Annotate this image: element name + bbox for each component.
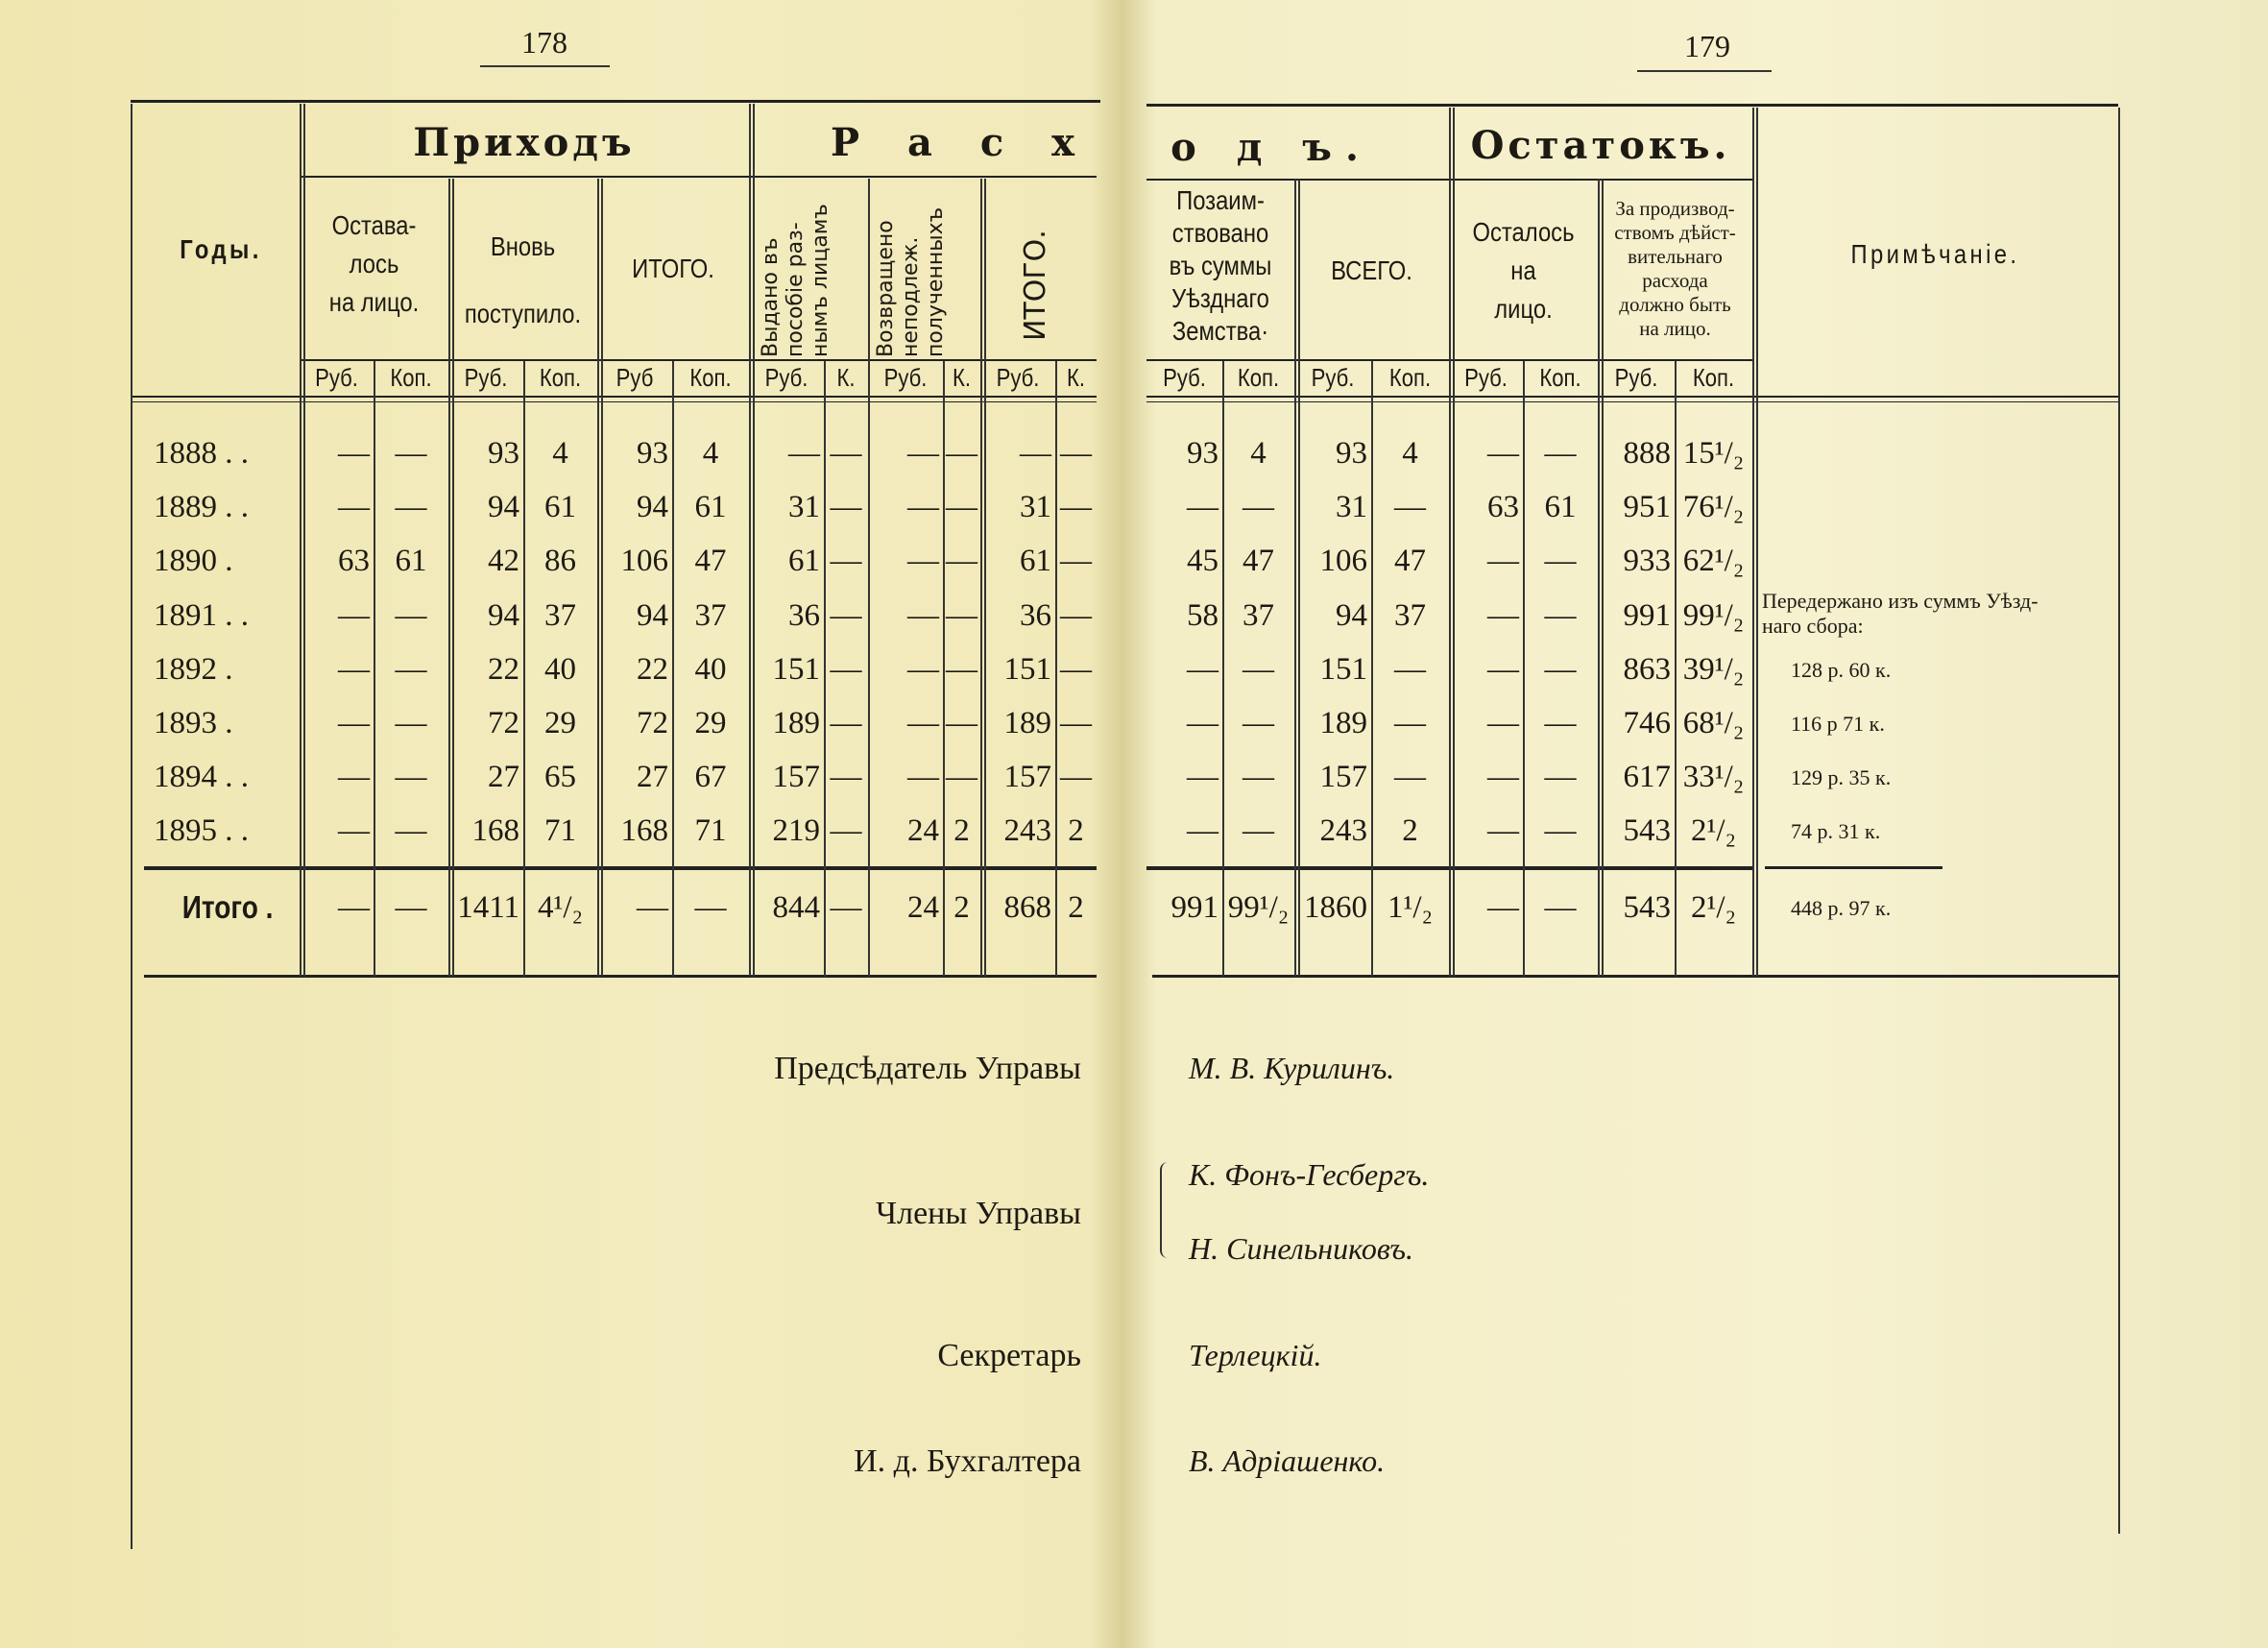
value-cell: 40 — [544, 651, 576, 687]
value-cell: 47 — [1243, 544, 1274, 579]
note-text: Передержано изъ суммъ Уѣзд- наго сбора: — [1762, 588, 2039, 638]
value-cell: 991 — [1623, 597, 1671, 633]
value-cell: — — [1060, 544, 1092, 579]
value-cell: 94 — [488, 597, 519, 633]
value-cell: — — [830, 597, 862, 633]
page-number-left: 178 — [521, 25, 567, 60]
rule-line — [131, 396, 1097, 398]
value-cell: 62¹/₂ — [1682, 544, 1745, 579]
value-cell: — — [830, 436, 862, 471]
value-cell: 27 — [488, 760, 519, 795]
value-cell: 29 — [544, 706, 576, 740]
value-cell: — — [637, 890, 668, 925]
page-number-rule — [480, 65, 610, 67]
value-cell: — — [1243, 651, 1274, 687]
value-cell: — — [907, 706, 939, 740]
col-note: Примѣчаніе. — [1850, 239, 2020, 269]
col-left: Осталось на лицо. — [1472, 217, 1575, 324]
value-cell: 106 — [620, 544, 668, 579]
value-cell: 76¹/₂ — [1682, 490, 1745, 525]
value-cell: 93 — [1187, 436, 1218, 471]
value-cell: — — [694, 890, 727, 925]
col-issued: Выдано въ пособіе раз-нымъ лицамъ — [759, 204, 832, 357]
value-cell: — — [946, 597, 977, 633]
value-cell: 37 — [1394, 597, 1426, 633]
value-cell: 22 — [637, 651, 668, 687]
value-cell: 61 — [544, 490, 576, 525]
year-label: 1889 . . — [154, 490, 249, 525]
value-cell: — — [395, 490, 427, 525]
unit-label: К. — [836, 363, 856, 392]
value-cell: — — [1394, 651, 1426, 687]
value-cell: — — [830, 490, 862, 525]
value-cell: 29 — [694, 706, 727, 740]
value-cell: 2 — [1068, 813, 1084, 849]
value-cell: 4 — [552, 436, 568, 471]
value-cell: 33¹/₂ — [1682, 760, 1745, 795]
value-cell: 151 — [1319, 651, 1367, 687]
value-cell: — — [946, 544, 977, 579]
value-cell: 888 — [1623, 436, 1671, 471]
value-cell: — — [946, 436, 977, 471]
value-cell: — — [1060, 706, 1092, 740]
value-cell: 47 — [694, 544, 727, 579]
unit-label: Руб. — [1464, 363, 1508, 392]
unit-label: К. — [952, 363, 972, 392]
value-cell: 27 — [637, 760, 668, 795]
unit-label: Руб. — [764, 363, 808, 392]
value-cell: — — [1243, 813, 1274, 849]
value-cell: 1860 — [1304, 890, 1367, 925]
unit-label: Руб. — [1614, 363, 1658, 392]
header-income: Приходъ — [413, 120, 636, 165]
value-cell: 72 — [488, 706, 519, 740]
value-cell: — — [830, 890, 862, 925]
value-cell: 151 — [1003, 651, 1051, 687]
value-cell: 844 — [772, 890, 820, 925]
value-cell: — — [395, 706, 427, 740]
value-cell: — — [338, 490, 370, 525]
value-cell: 2¹/₂ — [1690, 890, 1737, 925]
value-cell: — — [907, 436, 939, 471]
value-cell: — — [1020, 436, 1051, 471]
col-all: ВСЕГО. — [1331, 255, 1412, 285]
value-cell: 93 — [637, 436, 668, 471]
column-line — [131, 104, 133, 1549]
value-cell: 71 — [694, 813, 727, 849]
value-cell: 93 — [1336, 436, 1367, 471]
value-cell: 2 — [1068, 890, 1084, 925]
value-cell: 2 — [953, 890, 970, 925]
value-cell: 2¹/₂ — [1690, 813, 1737, 849]
value-cell: 4¹/₂ — [537, 890, 584, 925]
value-cell: — — [395, 890, 427, 925]
column-line — [1756, 108, 1758, 977]
value-cell: 37 — [544, 597, 576, 633]
value-cell: — — [907, 490, 939, 525]
value-cell: 58 — [1187, 597, 1218, 633]
value-cell: — — [1487, 436, 1519, 471]
unit-label: Руб — [615, 363, 654, 392]
value-cell: — — [946, 651, 977, 687]
value-cell: — — [1487, 597, 1519, 633]
value-cell: 61 — [788, 544, 820, 579]
value-cell: — — [1544, 544, 1577, 579]
signature-role: Предсѣдатель Управы — [774, 1051, 1081, 1086]
value-cell: — — [1394, 760, 1426, 795]
value-cell: — — [1544, 597, 1577, 633]
value-cell: 63 — [1487, 490, 1519, 525]
value-cell: 863 — [1623, 651, 1671, 687]
value-cell: 168 — [620, 813, 668, 849]
value-cell: 36 — [1020, 597, 1051, 633]
value-cell: — — [1060, 651, 1092, 687]
year-label: 1892 . — [154, 651, 233, 687]
value-cell: — — [1544, 890, 1577, 925]
value-cell: 24 — [907, 813, 939, 849]
value-cell: 243 — [1319, 813, 1367, 849]
note-text: 129 р. 35 к. — [1791, 765, 1892, 790]
value-cell: 2 — [1402, 813, 1418, 849]
col-borrowed: Позаим- ствовано въ суммы Уѣзднаго Земства· — [1169, 185, 1272, 346]
value-cell: — — [1243, 490, 1274, 525]
year-label: 1893 . — [154, 706, 233, 740]
value-cell: — — [395, 436, 427, 471]
col-returned: Возвращено неподлеж. полученныхъ — [874, 206, 948, 357]
value-cell: 219 — [772, 813, 820, 849]
value-cell: 36 — [788, 597, 820, 633]
rule-line — [1146, 104, 2118, 107]
value-cell: 37 — [694, 597, 727, 633]
value-cell: — — [946, 490, 977, 525]
value-cell: 543 — [1623, 890, 1671, 925]
value-cell: 106 — [1319, 544, 1367, 579]
value-cell: 189 — [772, 706, 820, 740]
value-cell: 1¹/₂ — [1387, 890, 1434, 925]
value-cell: 15¹/₂ — [1682, 436, 1745, 471]
value-cell: — — [338, 597, 370, 633]
value-cell: — — [946, 706, 977, 740]
year-label: 1894 . . — [154, 760, 249, 795]
value-cell: 99¹/₂ — [1227, 890, 1290, 925]
value-cell: 151 — [772, 651, 820, 687]
year-label: 1891 . . — [154, 597, 249, 633]
rule-line — [131, 401, 1097, 402]
unit-label: Руб. — [883, 363, 928, 392]
value-cell: 94 — [637, 490, 668, 525]
value-cell: — — [1544, 813, 1577, 849]
value-cell: 157 — [772, 760, 820, 795]
value-cell: 951 — [1623, 490, 1671, 525]
value-cell: 243 — [1003, 813, 1051, 849]
value-cell: 189 — [1319, 706, 1367, 740]
members-brace — [1160, 1162, 1171, 1258]
year-label: 1888 . . — [154, 436, 249, 471]
value-cell: 67 — [694, 760, 727, 795]
value-cell: — — [788, 436, 820, 471]
value-cell: 37 — [1243, 597, 1274, 633]
note-text: 116 р 71 к. — [1791, 712, 1885, 736]
column-line — [1752, 108, 1754, 977]
col-new: Вновь поступило. — [464, 231, 582, 328]
value-cell: — — [338, 706, 370, 740]
value-cell: — — [338, 890, 370, 925]
value-cell: — — [1394, 490, 1426, 525]
value-cell: 31 — [1020, 490, 1051, 525]
value-cell: — — [1544, 760, 1577, 795]
value-cell: 157 — [1003, 760, 1051, 795]
rule-line — [131, 100, 1100, 103]
value-cell: — — [1060, 490, 1092, 525]
value-cell: — — [1487, 890, 1519, 925]
value-cell: — — [1243, 706, 1274, 740]
unit-label: Руб. — [464, 363, 508, 392]
rule-line — [144, 975, 1097, 978]
value-cell: — — [395, 760, 427, 795]
value-cell: 40 — [694, 651, 727, 687]
value-cell: — — [907, 597, 939, 633]
value-cell: — — [907, 760, 939, 795]
value-cell: — — [1487, 544, 1519, 579]
note-text: 74 р. 31 к. — [1791, 819, 1881, 844]
note-text: 128 р. 60 к. — [1791, 657, 1892, 682]
value-cell: 45 — [1187, 544, 1218, 579]
value-cell: — — [338, 651, 370, 687]
value-cell: — — [1544, 706, 1577, 740]
value-cell: 63 — [338, 544, 370, 579]
value-cell: 4 — [702, 436, 719, 471]
value-cell: 31 — [788, 490, 820, 525]
page-number-right: 179 — [1684, 29, 1730, 63]
rule-line — [144, 866, 1097, 870]
value-cell: — — [1394, 706, 1426, 740]
value-cell: — — [1187, 706, 1218, 740]
unit-label: Коп. — [539, 363, 582, 392]
value-cell: 42 — [488, 544, 519, 579]
rule-line — [1765, 866, 1942, 869]
value-cell: — — [830, 706, 862, 740]
note-text: 448 р. 97 к. — [1791, 896, 1892, 920]
value-cell: — — [1544, 436, 1577, 471]
value-cell: — — [1060, 436, 1092, 471]
value-cell: 1411 — [457, 890, 519, 925]
value-cell: 39¹/₂ — [1682, 651, 1745, 687]
unit-label: Коп. — [1692, 363, 1735, 392]
value-cell: 61 — [1544, 490, 1577, 525]
rule-line — [1152, 975, 2118, 978]
year-label: 1890 . — [154, 544, 233, 579]
value-cell: — — [1187, 813, 1218, 849]
value-cell: 61 — [395, 544, 427, 579]
col-expense-total: ИТОГО. — [1019, 230, 1052, 341]
value-cell: 68¹/₂ — [1682, 706, 1745, 740]
value-cell: 22 — [488, 651, 519, 687]
value-cell: — — [1487, 813, 1519, 849]
value-cell: — — [1487, 760, 1519, 795]
value-cell: 746 — [1623, 706, 1671, 740]
value-cell: — — [946, 760, 977, 795]
value-cell: 4 — [1250, 436, 1267, 471]
value-cell: — — [1544, 651, 1577, 687]
year-label: Итого . — [181, 889, 274, 925]
value-cell: 61 — [1020, 544, 1051, 579]
value-cell: 71 — [544, 813, 576, 849]
value-cell: 617 — [1623, 760, 1671, 795]
header-balance: Остатокъ. — [1470, 123, 1731, 168]
unit-label: Руб. — [1163, 363, 1206, 392]
signature-name: К. Фонъ-Гесбергъ. — [1189, 1157, 1430, 1192]
value-cell: 47 — [1394, 544, 1426, 579]
value-cell: — — [1487, 651, 1519, 687]
value-cell: 991 — [1170, 890, 1218, 925]
value-cell: — — [1187, 651, 1218, 687]
value-cell: 157 — [1319, 760, 1367, 795]
signature-name: М. В. Курилинъ. — [1189, 1051, 1395, 1085]
value-cell: 65 — [544, 760, 576, 795]
value-cell: — — [907, 544, 939, 579]
unit-label: Руб. — [315, 363, 358, 392]
value-cell: 94 — [488, 490, 519, 525]
value-cell: — — [907, 651, 939, 687]
rule-line — [300, 176, 1097, 178]
signature-name: Терлецкій. — [1189, 1338, 1322, 1372]
rule-line — [1146, 396, 2118, 398]
rule-line — [1146, 401, 2118, 402]
col-income-total: ИТОГО. — [632, 254, 714, 283]
value-cell: — — [1243, 760, 1274, 795]
unit-label: Коп. — [1388, 363, 1432, 392]
unit-label: К. — [1066, 363, 1086, 392]
value-cell: 72 — [637, 706, 668, 740]
value-cell: 93 — [488, 436, 519, 471]
header-expense-part1: Р а с х — [831, 120, 1092, 165]
value-cell: 543 — [1623, 813, 1671, 849]
signature-role: Члены Управы — [876, 1196, 1081, 1231]
value-cell: 24 — [907, 890, 939, 925]
unit-label: Руб. — [996, 363, 1040, 392]
value-cell: — — [338, 760, 370, 795]
unit-label: Коп. — [689, 363, 732, 392]
value-cell: 31 — [1336, 490, 1367, 525]
value-cell: 868 — [1003, 890, 1051, 925]
value-cell: — — [830, 813, 862, 849]
unit-label: Руб. — [1311, 363, 1355, 392]
value-cell: — — [395, 651, 427, 687]
value-cell: 4 — [1402, 436, 1418, 471]
value-cell: — — [830, 760, 862, 795]
rule-line — [300, 359, 1097, 361]
value-cell: 94 — [1336, 597, 1367, 633]
year-label: 1895 . . — [154, 813, 249, 849]
value-cell: — — [338, 813, 370, 849]
col-years: Годы. — [180, 234, 262, 264]
unit-label: Коп. — [390, 363, 432, 392]
page-number-rule — [1637, 70, 1772, 72]
signature-name: В. Адріашенко. — [1189, 1443, 1386, 1478]
value-cell: — — [395, 813, 427, 849]
col-remained: Остава- лось на лицо. — [328, 210, 420, 317]
unit-label: Коп. — [1237, 363, 1280, 392]
value-cell: — — [1187, 490, 1218, 525]
header-expense-part2: о д ъ. — [1170, 125, 1372, 170]
value-cell: 189 — [1003, 706, 1051, 740]
value-cell: — — [1060, 760, 1092, 795]
signature-role: И. д. Бухгалтера — [854, 1443, 1081, 1479]
value-cell: — — [1487, 706, 1519, 740]
value-cell: — — [1187, 760, 1218, 795]
unit-label: Коп. — [1539, 363, 1581, 392]
value-cell: — — [395, 597, 427, 633]
value-cell: 933 — [1623, 544, 1671, 579]
value-cell: — — [338, 436, 370, 471]
value-cell: 61 — [694, 490, 727, 525]
value-cell: 99¹/₂ — [1682, 597, 1745, 633]
value-cell: 168 — [471, 813, 519, 849]
value-cell: 94 — [637, 597, 668, 633]
value-cell: — — [830, 651, 862, 687]
value-cell: — — [830, 544, 862, 579]
signature-name: Н. Синельниковъ. — [1189, 1231, 1413, 1266]
value-cell: 86 — [544, 544, 576, 579]
value-cell: 2 — [953, 813, 970, 849]
signature-role: Секретарь — [937, 1338, 1081, 1373]
value-cell: — — [1060, 597, 1092, 633]
col-should: За продизвод- ствомъ дѣйст- вительнаго расхода должно быть на лицо. — [1614, 197, 1736, 340]
